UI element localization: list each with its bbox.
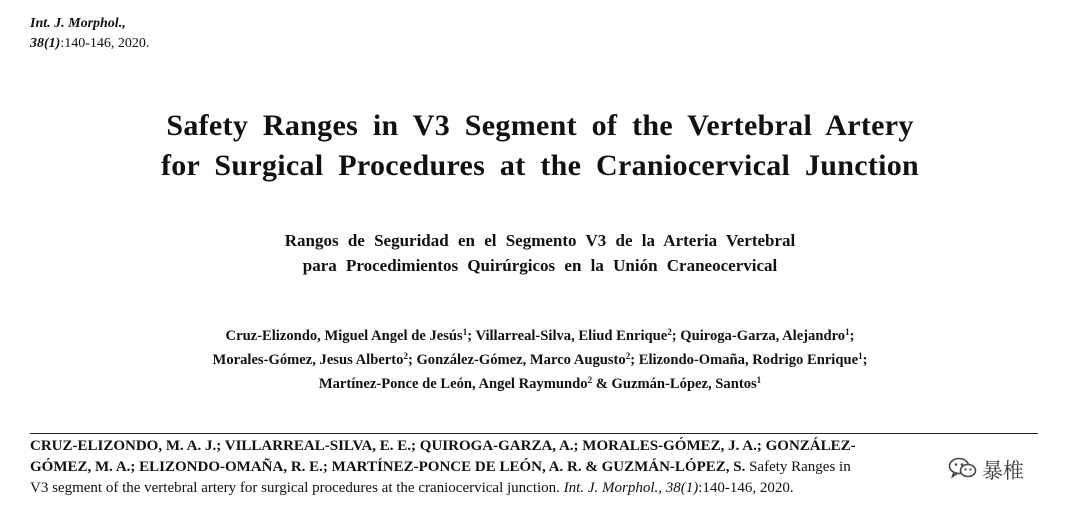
author-name: Martínez-Ponce de León, Angel Raymundo <box>318 376 588 392</box>
journal-reference <box>30 14 149 54</box>
author-name: ; Quiroga-Garza, Alejandro <box>671 328 846 344</box>
citation-block <box>30 436 1040 499</box>
title-line-2: for Surgical Procedures at the Craniocervical Junction <box>160 149 920 182</box>
horizontal-rule <box>30 433 1038 434</box>
affiliation-mark: 1 <box>462 327 468 337</box>
journal-name: Int. J. Morphol., <box>30 16 126 31</box>
author-name: ; Villarreal-Silva, Eliud Enrique <box>467 328 668 344</box>
citation-line-3 <box>30 478 1040 499</box>
affiliation-mark: 1 <box>858 351 863 361</box>
journal-pages-year: :140-146, 2020. <box>60 36 150 51</box>
wechat-icon <box>948 456 978 485</box>
citation-line-1: CRUZ-ELIZONDO, M. A. J.; VILLARREAL-SILVA, E. E.; QUIROGA-GARZA, A.; MORALES-GÓMEZ, J. A.; GONZÁLEZ- <box>30 438 856 454</box>
watermark-text: 暴椎 <box>982 459 1024 483</box>
citation-journal: Int. J. Morphol., 38(1) <box>563 480 699 496</box>
affiliation-mark: 2 <box>403 351 408 361</box>
separator: ; <box>862 352 868 368</box>
title-line-1: Safety Ranges in V3 Segment of the Vertebral Artery <box>166 109 914 142</box>
author-line-2 <box>0 348 1080 372</box>
author-line-1 <box>0 324 1080 348</box>
affiliation-mark: 1 <box>756 375 762 385</box>
citation-title-start: Safety Ranges in <box>745 459 851 475</box>
author-line-3 <box>0 372 1080 396</box>
paper-title <box>0 106 1080 186</box>
author-name: Morales-Gómez, Jesus Alberto <box>212 352 404 368</box>
affiliation-mark: 1 <box>845 327 850 337</box>
citation-line-2 <box>30 457 1040 478</box>
author-name: & Guzmán-López, Santos <box>592 376 757 392</box>
citation-title-end: V3 segment of the vertebral artery for surgical procedures at the craniocervical junction. <box>30 480 564 496</box>
watermark <box>944 454 1028 486</box>
separator: ; <box>849 328 855 344</box>
paper-subtitle-spanish <box>0 228 1080 278</box>
affiliation-mark: 2 <box>667 327 672 337</box>
journal-volume-issue: 38(1) <box>30 36 61 51</box>
subtitle-line-2: para Procedimientos Quirúrgicos en la Unión Craneocervical <box>302 256 778 275</box>
citation-pages-year: :140-146, 2020. <box>698 480 794 496</box>
author-list <box>0 324 1080 396</box>
author-name: Cruz-Elizondo, Miguel Angel de Jesús <box>225 328 463 344</box>
author-name: ; González-Gómez, Marco Augusto <box>407 352 626 368</box>
subtitle-line-1: Rangos de Seguridad en el Segmento V3 de la Arteria Vertebral <box>284 231 796 250</box>
affiliation-mark: 2 <box>587 375 593 385</box>
citation-authors: GÓMEZ, M. A.; ELIZONDO-OMAÑA, R. E.; MARTÍNEZ-PONCE DE LEÓN, A. R. & GUZMÁN-LÓPEZ, S. <box>30 459 746 475</box>
affiliation-mark: 2 <box>625 351 631 361</box>
author-name: ; Elizondo-Omaña, Rodrigo Enrique <box>630 352 859 368</box>
